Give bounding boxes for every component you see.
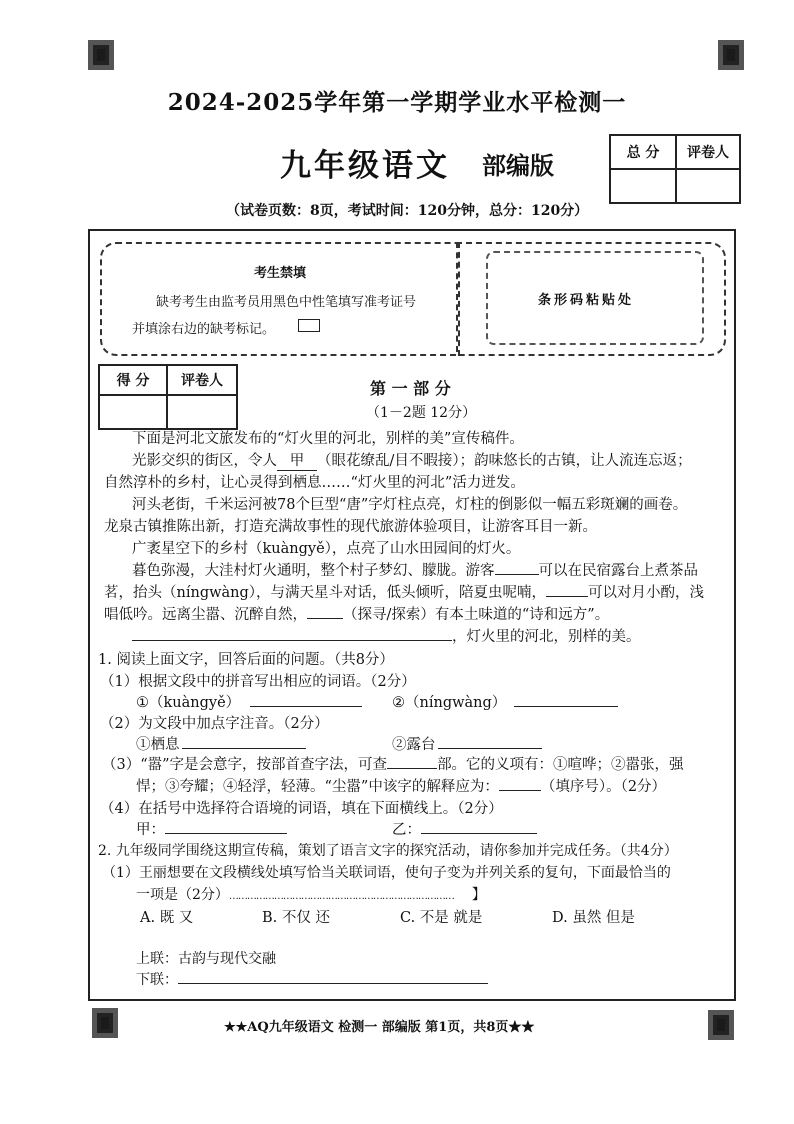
question-1-2: （2）为文段中加点字注音。（2分） [100,716,329,732]
option-a[interactable]: A. 既 又 [140,910,194,926]
total-score-cell[interactable] [610,169,676,203]
barcode-label: 条形码粘贴处 [538,293,635,308]
question-2-1-line2: 一项是（2分）………………………………………………………………… 】 [136,887,486,903]
exam-edition: 部编版 [482,151,554,180]
notice-title: 考生禁填 [254,266,307,281]
blank-yi[interactable] [307,618,343,619]
passage-p5: ，灯火里的河北，别样的美。 [132,625,641,646]
question-1-1-b: ②（níngwàng） [392,691,618,712]
question-2-1-line1: （1）王丽想要在文段横线处填写恰当关联词语，使句子变为并列关系的复句，下面最恰当的 [102,865,671,881]
answer-bracket[interactable]: 】 [471,887,486,903]
blank-jia[interactable]: 甲 [277,449,317,471]
section-score-cell[interactable] [99,395,167,429]
answer-ningwang[interactable] [514,706,618,707]
blank-closing[interactable] [132,640,452,641]
passage-intro: 下面是河北文旅发布的“灯火里的河北，别样的美”宣传稿件。 [132,431,524,447]
total-score-box [609,134,741,204]
passage-p4-line2: 茗，抬头（níngwàng），与满天星斗对话，低头倾听，陪夏虫呢喃， 可以对月小酌，浅 [104,585,705,601]
question-2: 2. 九年级同学围绕这期宣传稿，策划了语言文字的探究活动，请你参加并完成任务。（共4分） [98,843,678,859]
answer-jia[interactable] [165,833,287,834]
answer-radical[interactable] [387,768,437,769]
blank-conjunction[interactable] [546,596,588,597]
passage-p4-line1: 暮色弥漫，大洼村灯火通明，整个村子梦幻、朦胧。游客 可以在民宿露台上煮茶品 [132,563,698,579]
option-d[interactable]: D. 虽然 但是 [552,910,635,926]
exam-title-line: 2024-2025学年第一学期学业水平检测一 [167,89,627,116]
notice-line-1: 缺考考生由监考员用黑色中性笔填写准考证号 [156,295,417,310]
passage-p2-line1: 河头老街，千米运河被78个巨型“唐”字灯柱点亮，灯柱的倒影似一幅五彩斑斓的画卷。 [132,497,688,513]
option-c[interactable]: C. 不是 就是 [400,910,483,926]
exam-subject-title: 九年级语文 [280,148,450,184]
notice-divider [456,242,458,352]
passage-p2-line2: 龙泉古镇推陈出新，打造充满故事性的现代旅游体验项目，让游客耳目一新。 [104,519,597,535]
answer-qixi[interactable] [182,748,306,749]
question-1-4-b: 乙： [392,818,537,839]
notice-line-2: 并填涂右边的缺考标记。 [132,322,276,337]
couplet-upper: 上联：古韵与现代交融 [136,951,276,967]
registration-mark-bottom-left [92,1008,118,1038]
registration-mark-top-right [718,40,744,70]
grader-label: 评卷人 [676,135,740,169]
question-1-2-b: ②露台 [392,733,542,754]
question-1-3-line2: 悍；③夸耀；④轻浮，轻薄。“尘嚣”中该字的解释应为： （填序号）。（2分） [136,779,667,795]
option-b[interactable]: B. 不仅 还 [262,910,330,926]
question-1-4: （4）在括号中选择符合语境的词语，填在下面横线上。（2分） [100,801,503,817]
total-score-label: 总 分 [610,135,676,169]
question-1-3-line1: （3）“嚣”字是会意字，按部首查字法，可查 部。它的义项有：①喧哗；②嚣张，强 [102,757,684,773]
answer-couplet-lower[interactable] [178,983,488,984]
registration-mark-bottom-right [708,1010,734,1040]
registration-mark-top-left [88,40,114,70]
answer-meaning[interactable] [499,790,541,791]
section-grader-cell[interactable] [167,395,237,429]
passage-p1-line2: 自然淳朴的乡村，让心灵得到栖息……“灯火里的河北”活力迸发。 [104,475,525,491]
question-1: 1. 阅读上面文字，回答后面的问题。（共8分） [98,652,394,668]
page-footer: ★★AQ九年级语文 检测一 部编版 第1页，共8页★★ [224,1020,535,1035]
question-1-2-a: ①栖息 [136,733,306,754]
section-subtitle: （1－2题 12分） [366,405,477,421]
blank-visitor[interactable] [495,574,539,575]
passage-p4-line3: 唱低吟。远离尘嚣、沉醉自然， （探寻/探索）有本土味道的“诗和远方”。 [104,607,610,623]
question-1-4-a: 甲： [136,818,287,839]
answer-yi[interactable] [421,833,537,834]
section-grader-label: 评卷人 [167,365,237,395]
section-title: 第 一 部 分 [370,379,451,398]
grader-cell[interactable] [676,169,740,203]
passage-p1-line1: 光影交织的街区，令人 甲 （眼花缭乱/目不暇接）；韵味悠长的古镇，让人流连忘返； [132,449,692,471]
absence-mark-box[interactable] [298,319,320,332]
passage-p3: 广袤星空下的乡村（kuàngyě），点亮了山水田园间的灯火。 [132,541,521,557]
question-1-1-a: ①（kuàngyě） [136,691,362,712]
section-score-label: 得 分 [99,365,167,395]
question-1-1: （1）根据文段中的拼音写出相应的词语。（2分） [100,674,416,690]
section-score-box [98,364,238,430]
answer-kuangye[interactable] [250,706,362,707]
answer-lutai[interactable] [438,748,542,749]
exam-info: （试卷页数：8页，考试时间：120分钟，总分：120分） [226,203,589,219]
couplet-lower: 下联： [136,969,488,989]
